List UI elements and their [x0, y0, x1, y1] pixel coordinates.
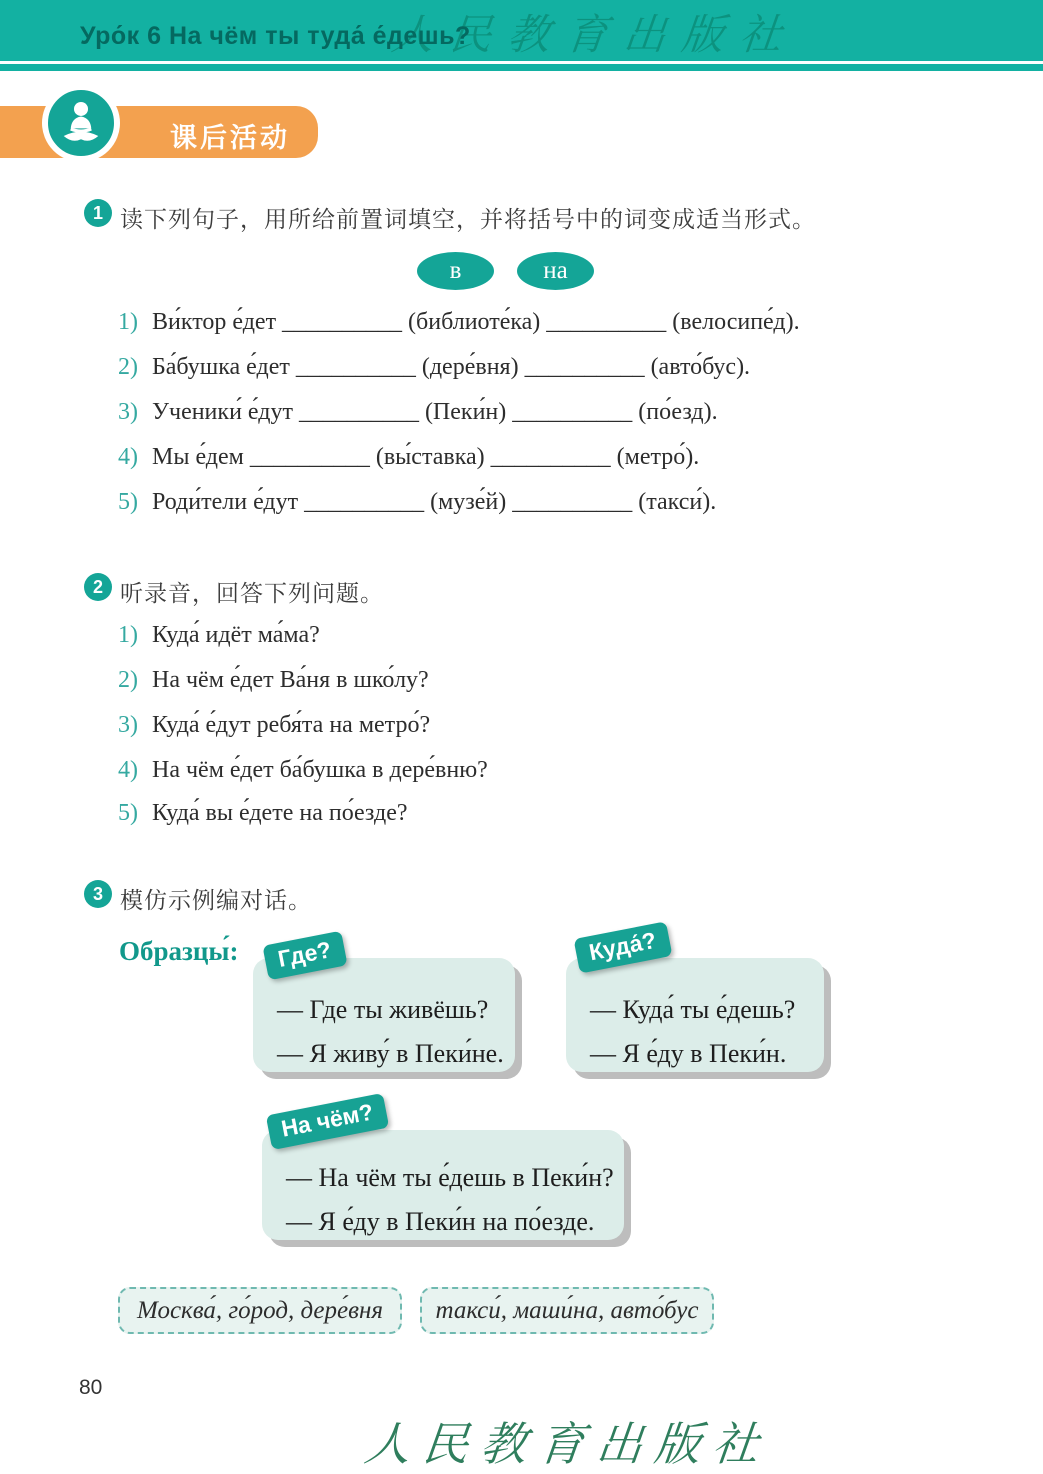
exercise1-item-1	[118, 309, 800, 336]
exercise2-item-4	[118, 757, 488, 784]
section-badge-label: 课后活动	[170, 123, 290, 153]
item-text: Куда́ е́дут ребя́та на метро́?	[152, 712, 431, 738]
publisher-watermark-header: 人民教育出版社	[389, 13, 801, 59]
header-bar	[0, 0, 1043, 61]
item-number: 4)	[118, 757, 138, 783]
item-text: На чём е́дет Ва́ня в шко́лу?	[152, 667, 429, 693]
preposition-pill-v: в	[417, 252, 494, 290]
exercise2-instruction: 听录音，回答下列问题。	[120, 580, 384, 606]
dialog-box-kuda	[566, 958, 824, 1072]
exercise2-item-1	[118, 622, 320, 649]
item-number: 3)	[118, 712, 138, 738]
exercise1-item-3	[118, 399, 718, 426]
samples-label: Образцы́:	[119, 936, 239, 966]
exercise3-instruction: 模仿示例编对话。	[120, 887, 312, 913]
dialog-line: — Я живу́ в Пеки́не.	[277, 1039, 504, 1068]
item-text: Ви́ктор е́дет __________ (библиоте́ка) __________ (велосипе́д).	[152, 309, 800, 335]
item-text: Мы е́дем __________ (вы́ставка) __________ (метро́).	[152, 444, 700, 470]
exercise2-number: 2	[84, 573, 112, 601]
dialog-tag-gde: Где?	[262, 931, 347, 981]
exercise3-number: 3	[84, 880, 112, 908]
exercise2-item-2	[118, 667, 429, 694]
item-text: Куда́ вы е́дете на по́езде?	[152, 800, 408, 826]
dialog-line: — Куда́ ты е́дешь?	[590, 995, 796, 1024]
item-number: 5)	[118, 800, 138, 826]
item-text: Роди́тели е́дут __________ (музе́й) __________ (такси́).	[152, 489, 717, 515]
item-number: 2)	[118, 667, 138, 693]
item-number: 4)	[118, 444, 138, 470]
word-box-places: Москва́, го́род, дере́вня	[118, 1287, 402, 1334]
item-text: На чём е́дет ба́бушка в дере́вню?	[152, 757, 488, 783]
exercise1-instruction: 读下列句子，用所给前置词填空，并将括号中的词变成适当形式。	[120, 206, 816, 232]
dialog-box-nachom	[262, 1130, 624, 1240]
reading-person-icon	[42, 84, 120, 162]
exercise1-item-5	[118, 489, 716, 516]
item-text: Куда́ идёт ма́ма?	[152, 622, 320, 648]
item-number: 2)	[118, 354, 138, 380]
publisher-watermark-footer: 人民教育出版社	[361, 1419, 774, 1470]
preposition-pill-na: на	[517, 252, 594, 290]
page-number: 80	[79, 1376, 103, 1399]
item-text: Ученики́ е́дут __________ (Пеки́н) __________ (по́езд).	[152, 399, 718, 425]
item-number: 5)	[118, 489, 138, 515]
lesson-title: Уро́к 6 На чём ты туда́ е́дешь?	[80, 22, 471, 50]
item-text: Ба́бушка е́дет __________ (дере́вня) __________ (авто́бус).	[152, 354, 751, 380]
item-number: 1)	[118, 309, 138, 335]
dialog-line: — Я е́ду в Пеки́н на по́езде.	[286, 1207, 595, 1236]
exercise1-number: 1	[84, 199, 112, 227]
dialog-line: — Где ты живёшь?	[277, 995, 489, 1024]
item-number: 1)	[118, 622, 138, 648]
exercise2-item-5	[118, 800, 408, 827]
dialog-line: — На чём ты е́дешь в Пеки́н?	[286, 1163, 614, 1192]
dialog-line: — Я е́ду в Пеки́н.	[590, 1039, 787, 1068]
header-stripe	[0, 64, 1043, 71]
dialog-tag-kuda: Куда́?	[574, 921, 673, 973]
item-number: 3)	[118, 399, 138, 425]
person-reading-icon	[54, 96, 108, 150]
word-box-transport: такси́, маши́на, авто́бус	[420, 1287, 714, 1334]
exercise2-item-3	[118, 712, 430, 739]
exercise1-item-2	[118, 354, 750, 381]
exercise1-item-4	[118, 444, 699, 471]
dialog-tag-nachom: На чём?	[266, 1093, 389, 1150]
